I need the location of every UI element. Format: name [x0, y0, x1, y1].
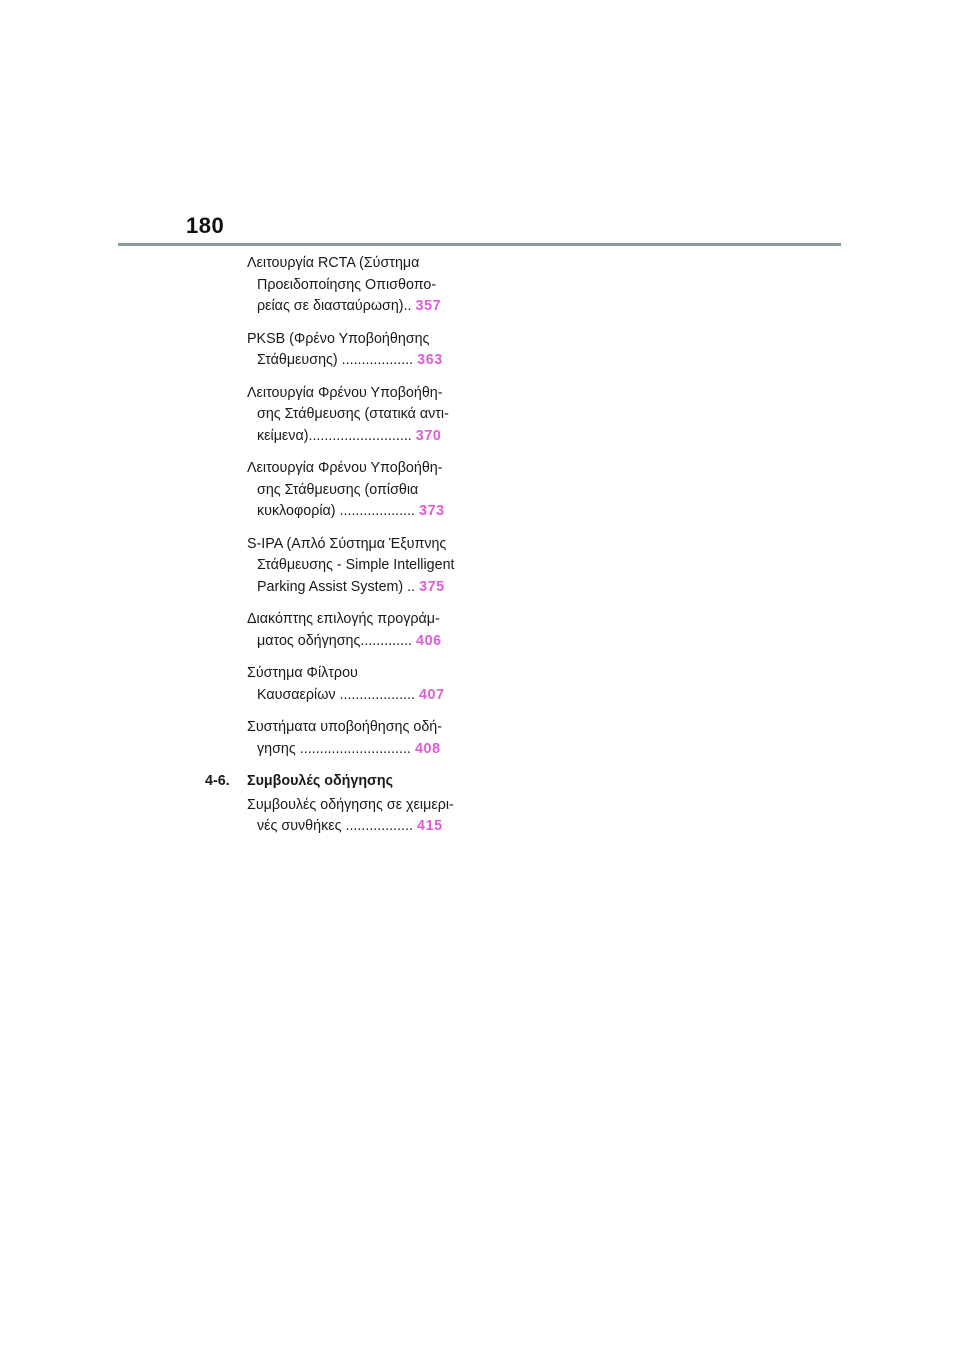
toc-leader-dots: ..................	[341, 352, 414, 368]
toc-entry[interactable]	[205, 717, 475, 760]
toc-page-link[interactable]: 407	[419, 686, 445, 703]
toc-leader-dots: .............	[360, 632, 413, 649]
toc-entry-text: κυκλοφορία)	[257, 503, 336, 519]
toc-entry[interactable]	[205, 329, 475, 372]
toc-entry-line: Λειτουργία Φρένου Υποβοήθη-	[247, 460, 443, 476]
toc-entry-text: Parking Assist System)	[257, 578, 404, 595]
toc-entry-line: PKSB (Φρένο Υποβοήθησης	[247, 330, 430, 347]
toc-page-link[interactable]: 370	[415, 427, 442, 444]
toc-entry[interactable]	[205, 534, 475, 599]
toc-entry-last-line	[247, 739, 475, 761]
toc-entry-text: κείμενα)	[257, 427, 309, 444]
toc-page-link[interactable]: 363	[417, 352, 443, 368]
table-of-contents	[205, 253, 475, 849]
toc-page-link[interactable]: 375	[419, 578, 445, 595]
toc-leader-dots: ..	[407, 578, 416, 595]
toc-entry-line: Συστήματα υποβοήθησης οδή-	[247, 719, 442, 735]
toc-leader-dots: ..	[403, 298, 412, 314]
toc-entry-line: Συμβουλές οδήγησης σε χειμερι-	[247, 796, 454, 813]
toc-entry-last-line	[247, 577, 475, 599]
toc-page-link[interactable]: 415	[417, 818, 443, 834]
toc-page-link[interactable]: 408	[414, 740, 441, 757]
toc-leader-dots: ...................	[339, 503, 416, 519]
toc-entry[interactable]	[205, 458, 475, 523]
toc-entry-line: Σύστημα Φίλτρου	[247, 665, 358, 681]
toc-entry-line: Λειτουργία Φρένου Υποβοήθη-	[247, 384, 443, 401]
toc-entry-last-line	[247, 501, 475, 523]
toc-entry-text: Στάθμευσης)	[257, 352, 338, 368]
toc-leader-dots: ...................	[339, 686, 415, 703]
section-title: Συμβουλές οδήγησης	[247, 773, 394, 789]
toc-entry[interactable]	[205, 795, 475, 838]
toc-leader-dots: .................	[345, 818, 414, 834]
toc-entry-line: Λειτουργία RCTA (Σύστημα	[247, 255, 420, 271]
toc-entry[interactable]	[205, 253, 475, 318]
toc-entry-text: Καυσαερίων	[257, 686, 336, 703]
toc-page-link[interactable]: 406	[416, 632, 442, 649]
toc-page-link[interactable]: 373	[419, 503, 445, 519]
toc-entry-line: Στάθμευσης - Simple Intelligent	[257, 557, 455, 573]
toc-entry-text: νές συνθήκες	[257, 818, 342, 834]
toc-entry-line: Διακόπτης επιλογής προγράμ-	[247, 611, 440, 627]
toc-entry-last-line	[247, 685, 475, 707]
page-number: 180	[186, 213, 225, 238]
toc-entry-line: σης Στάθμευσης (οπίσθια	[257, 481, 419, 498]
toc-entry-line: S-IPA (Απλό Σύστημα Έξυπνης	[247, 535, 447, 552]
toc-entry-line: Προειδοποίησης Οπισθοπο-	[257, 276, 437, 293]
header-rule	[118, 243, 841, 246]
section-heading[interactable]	[205, 771, 475, 793]
toc-entry[interactable]	[205, 609, 475, 652]
toc-entry[interactable]	[205, 383, 475, 448]
toc-entry-line: σης Στάθμευσης (στατικά αντι-	[257, 406, 449, 422]
toc-page-link[interactable]: 357	[415, 298, 442, 314]
toc-entry-last-line	[247, 631, 475, 653]
toc-entry-text: ματος οδήγησης	[257, 632, 361, 649]
toc-entry-last-line	[247, 816, 475, 838]
section-number: 4-6.	[205, 773, 230, 789]
toc-entry-text: ρείας σε διασταύρωση)	[257, 298, 404, 314]
toc-entry-last-line	[247, 350, 475, 372]
toc-entry[interactable]	[205, 663, 475, 706]
toc-entry-last-line	[247, 426, 475, 448]
toc-leader-dots: ..........................	[308, 427, 412, 444]
toc-entry-text: γησης	[257, 740, 296, 757]
toc-entry-last-line	[247, 296, 475, 318]
toc-leader-dots: ............................	[299, 740, 411, 757]
